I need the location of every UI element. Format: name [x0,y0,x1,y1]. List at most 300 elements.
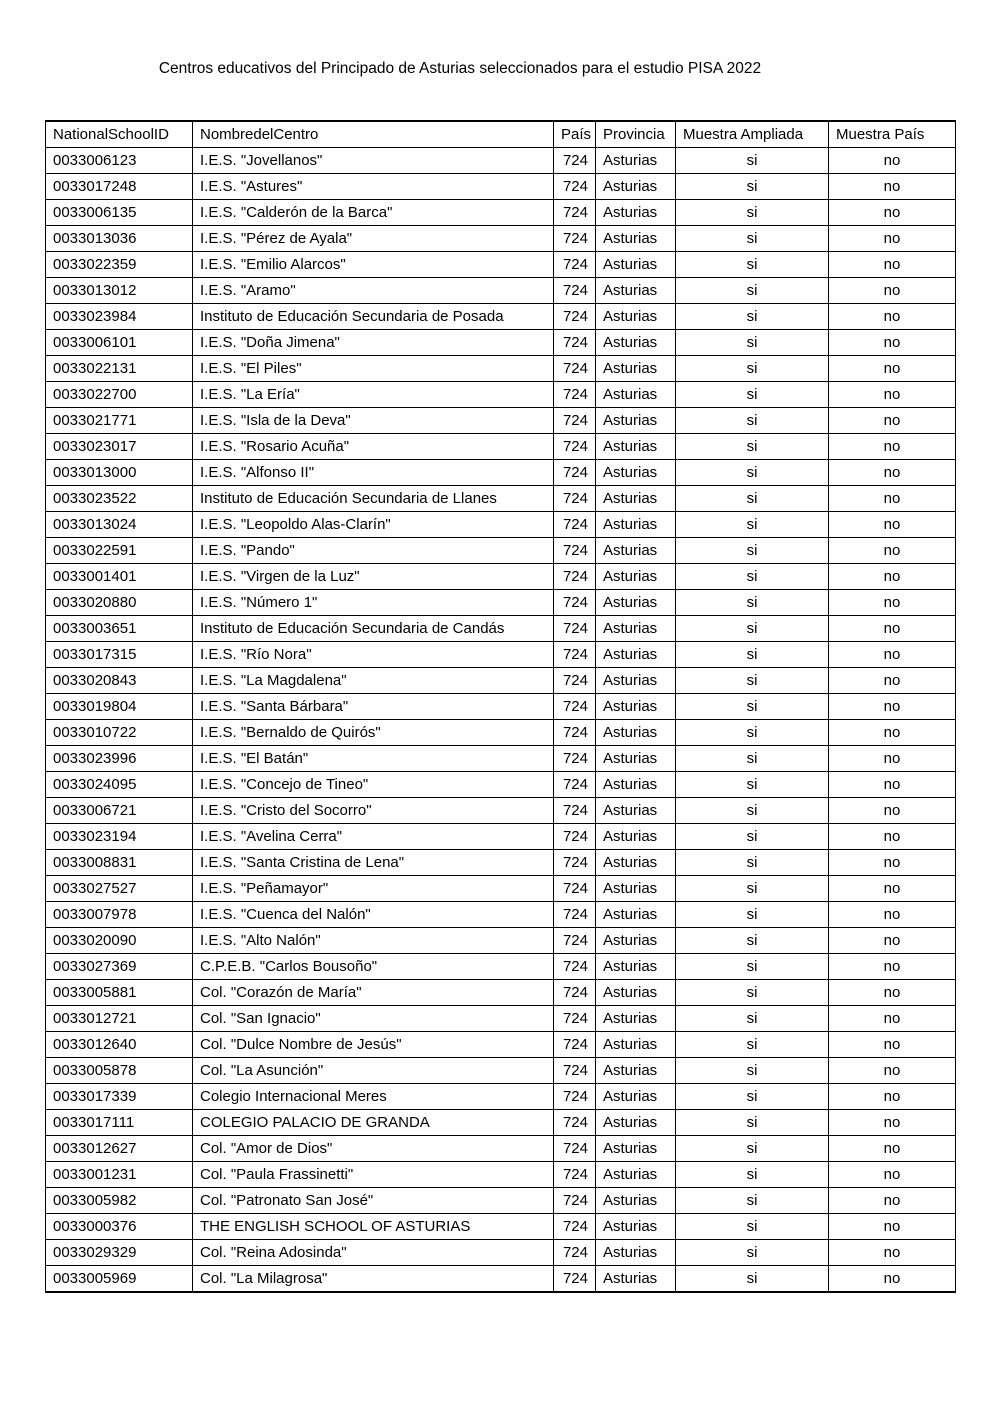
cell-provincia: Asturias [596,1188,676,1214]
cell-muestra-pais: no [829,460,956,486]
cell-pais: 724 [554,1162,596,1188]
table-row [46,1136,956,1162]
table-row [46,954,956,980]
cell-pais: 724 [554,772,596,798]
cell-muestra-pais: no [829,772,956,798]
cell-national-school-id: 0033007978 [46,902,193,928]
cell-muestra-ampliada: si [676,356,829,382]
cell-pais: 724 [554,1214,596,1240]
cell-nombre-del-centro: I.E.S. "Virgen de la Luz" [193,564,554,590]
cell-nombre-del-centro: Col. "La Asunción" [193,1058,554,1084]
cell-muestra-ampliada: si [676,252,829,278]
page-title: Centros educativos del Principado de Asturias seleccionados para el estudio PISA 2022 [158,60,762,77]
cell-muestra-ampliada: si [676,538,829,564]
cell-provincia: Asturias [596,564,676,590]
cell-nombre-del-centro: I.E.S. "Número 1" [193,590,554,616]
table-row [46,174,956,200]
cell-national-school-id: 0033006721 [46,798,193,824]
cell-muestra-pais: no [829,876,956,902]
cell-nombre-del-centro: I.E.S. "Santa Bárbara" [193,694,554,720]
cell-national-school-id: 0033020090 [46,928,193,954]
cell-muestra-pais: no [829,824,956,850]
cell-muestra-ampliada: si [676,1266,829,1293]
cell-muestra-ampliada: si [676,824,829,850]
cell-provincia: Asturias [596,434,676,460]
cell-nombre-del-centro: I.E.S. "Doña Jimena" [193,330,554,356]
cell-pais: 724 [554,1084,596,1110]
cell-national-school-id: 0033006123 [46,148,193,174]
cell-provincia: Asturias [596,798,676,824]
table-row [46,850,956,876]
cell-provincia: Asturias [596,1214,676,1240]
table-row [46,616,956,642]
cell-national-school-id: 0033023017 [46,434,193,460]
cell-national-school-id: 0033022591 [46,538,193,564]
column-header-provincia: Provincia [596,121,676,148]
cell-national-school-id: 0033006135 [46,200,193,226]
table-row [46,772,956,798]
table-row [46,928,956,954]
table-row [46,200,956,226]
cell-pais: 724 [554,148,596,174]
cell-muestra-pais: no [829,330,956,356]
cell-nombre-del-centro: I.E.S. "El Batán" [193,746,554,772]
cell-muestra-ampliada: si [676,512,829,538]
cell-nombre-del-centro: I.E.S. "Peñamayor" [193,876,554,902]
cell-pais: 724 [554,434,596,460]
cell-nombre-del-centro: I.E.S. "Astures" [193,174,554,200]
cell-nombre-del-centro: I.E.S. "Jovellanos" [193,148,554,174]
cell-national-school-id: 0033005982 [46,1188,193,1214]
cell-pais: 724 [554,590,596,616]
cell-muestra-ampliada: si [676,226,829,252]
cell-muestra-ampliada: si [676,590,829,616]
cell-muestra-pais: no [829,512,956,538]
cell-national-school-id: 0033027369 [46,954,193,980]
cell-pais: 724 [554,980,596,1006]
cell-muestra-pais: no [829,642,956,668]
cell-muestra-pais: no [829,1032,956,1058]
cell-muestra-ampliada: si [676,278,829,304]
column-header-muestra-pais: Muestra País [829,121,956,148]
cell-muestra-ampliada: si [676,876,829,902]
cell-provincia: Asturias [596,148,676,174]
cell-national-school-id: 0033012640 [46,1032,193,1058]
table-row [46,668,956,694]
cell-national-school-id: 0033023522 [46,486,193,512]
cell-provincia: Asturias [596,1266,676,1293]
cell-national-school-id: 0033005881 [46,980,193,1006]
cell-pais: 724 [554,954,596,980]
cell-national-school-id: 0033027527 [46,876,193,902]
cell-nombre-del-centro: I.E.S. "Cristo del Socorro" [193,798,554,824]
cell-nombre-del-centro: THE ENGLISH SCHOOL OF ASTURIAS [193,1214,554,1240]
cell-pais: 724 [554,356,596,382]
cell-pais: 724 [554,1058,596,1084]
table-row [46,1214,956,1240]
cell-muestra-pais: no [829,590,956,616]
cell-muestra-pais: no [829,746,956,772]
cell-provincia: Asturias [596,382,676,408]
table-row [46,226,956,252]
cell-muestra-pais: no [829,1058,956,1084]
table-row [46,564,956,590]
cell-nombre-del-centro: I.E.S. "Calderón de la Barca" [193,200,554,226]
cell-provincia: Asturias [596,408,676,434]
cell-muestra-ampliada: si [676,902,829,928]
cell-national-school-id: 0033001231 [46,1162,193,1188]
cell-pais: 724 [554,1188,596,1214]
cell-provincia: Asturias [596,174,676,200]
cell-muestra-ampliada: si [676,1240,829,1266]
table-row [46,252,956,278]
table-row [46,1240,956,1266]
cell-nombre-del-centro: Instituto de Educación Secundaria de Candás [193,616,554,642]
cell-provincia: Asturias [596,616,676,642]
column-header-nombre-del-centro: NombredelCentro [193,121,554,148]
table-row [46,694,956,720]
cell-national-school-id: 0033019804 [46,694,193,720]
cell-nombre-del-centro: I.E.S. "Aramo" [193,278,554,304]
cell-nombre-del-centro: Instituto de Educación Secundaria de Posada [193,304,554,330]
cell-national-school-id: 0033013024 [46,512,193,538]
cell-muestra-ampliada: si [676,616,829,642]
cell-provincia: Asturias [596,356,676,382]
table-row [46,304,956,330]
cell-muestra-pais: no [829,1266,956,1293]
cell-nombre-del-centro: I.E.S. "Cuenca del Nalón" [193,902,554,928]
cell-muestra-ampliada: si [676,1032,829,1058]
cell-pais: 724 [554,876,596,902]
cell-provincia: Asturias [596,304,676,330]
cell-provincia: Asturias [596,1032,676,1058]
cell-muestra-pais: no [829,1084,956,1110]
cell-muestra-ampliada: si [676,1058,829,1084]
cell-muestra-ampliada: si [676,928,829,954]
cell-provincia: Asturias [596,1110,676,1136]
table-header-row [46,121,956,148]
cell-pais: 724 [554,616,596,642]
cell-nombre-del-centro: I.E.S. "Avelina Cerra" [193,824,554,850]
cell-pais: 724 [554,668,596,694]
cell-nombre-del-centro: I.E.S. "La Ería" [193,382,554,408]
cell-nombre-del-centro: I.E.S. "Río Nora" [193,642,554,668]
cell-muestra-ampliada: si [676,980,829,1006]
table-row [46,824,956,850]
cell-provincia: Asturias [596,954,676,980]
cell-muestra-pais: no [829,1240,956,1266]
cell-national-school-id: 0033010722 [46,720,193,746]
cell-muestra-ampliada: si [676,798,829,824]
cell-nombre-del-centro: I.E.S. "Bernaldo de Quirós" [193,720,554,746]
table-row [46,486,956,512]
cell-national-school-id: 0033000376 [46,1214,193,1240]
cell-muestra-ampliada: si [676,1136,829,1162]
cell-national-school-id: 0033024095 [46,772,193,798]
cell-muestra-pais: no [829,798,956,824]
cell-muestra-pais: no [829,1214,956,1240]
cell-muestra-pais: no [829,928,956,954]
cell-muestra-pais: no [829,564,956,590]
cell-muestra-ampliada: si [676,954,829,980]
cell-pais: 724 [554,850,596,876]
table-row [46,538,956,564]
cell-national-school-id: 0033012627 [46,1136,193,1162]
cell-provincia: Asturias [596,1162,676,1188]
cell-pais: 724 [554,720,596,746]
table-row [46,1162,956,1188]
cell-pais: 724 [554,746,596,772]
cell-muestra-ampliada: si [676,434,829,460]
cell-muestra-ampliada: si [676,1188,829,1214]
table-row [46,460,956,486]
cell-provincia: Asturias [596,850,676,876]
cell-muestra-pais: no [829,1006,956,1032]
cell-pais: 724 [554,1110,596,1136]
cell-pais: 724 [554,226,596,252]
cell-muestra-pais: no [829,252,956,278]
cell-national-school-id: 0033013036 [46,226,193,252]
cell-nombre-del-centro: Col. "San Ignacio" [193,1006,554,1032]
cell-muestra-ampliada: si [676,382,829,408]
table-row [46,876,956,902]
cell-muestra-ampliada: si [676,694,829,720]
cell-nombre-del-centro: Col. "Paula Frassinetti" [193,1162,554,1188]
cell-national-school-id: 0033017315 [46,642,193,668]
cell-provincia: Asturias [596,720,676,746]
cell-provincia: Asturias [596,486,676,512]
cell-provincia: Asturias [596,512,676,538]
table-row [46,1058,956,1084]
cell-provincia: Asturias [596,772,676,798]
cell-pais: 724 [554,278,596,304]
cell-national-school-id: 0033005878 [46,1058,193,1084]
cell-provincia: Asturias [596,460,676,486]
cell-nombre-del-centro: I.E.S. "Santa Cristina de Lena" [193,850,554,876]
column-header-pais: País [554,121,596,148]
cell-provincia: Asturias [596,1084,676,1110]
cell-national-school-id: 0033022359 [46,252,193,278]
cell-provincia: Asturias [596,902,676,928]
cell-national-school-id: 0033013000 [46,460,193,486]
cell-pais: 724 [554,824,596,850]
table-row [46,980,956,1006]
cell-provincia: Asturias [596,928,676,954]
table-row [46,720,956,746]
cell-pais: 724 [554,694,596,720]
table-row [46,382,956,408]
cell-pais: 724 [554,798,596,824]
cell-muestra-pais: no [829,1136,956,1162]
cell-muestra-ampliada: si [676,1110,829,1136]
cell-pais: 724 [554,408,596,434]
table-row [46,590,956,616]
cell-national-school-id: 0033006101 [46,330,193,356]
cell-muestra-ampliada: si [676,1162,829,1188]
cell-muestra-ampliada: si [676,408,829,434]
table-row [46,1110,956,1136]
cell-muestra-ampliada: si [676,304,829,330]
cell-muestra-pais: no [829,694,956,720]
cell-national-school-id: 0033017248 [46,174,193,200]
cell-national-school-id: 0033023194 [46,824,193,850]
cell-muestra-pais: no [829,382,956,408]
table-row [46,330,956,356]
cell-national-school-id: 0033017111 [46,1110,193,1136]
cell-national-school-id: 0033021771 [46,408,193,434]
cell-pais: 724 [554,902,596,928]
cell-nombre-del-centro: Col. "La Milagrosa" [193,1266,554,1293]
cell-nombre-del-centro: Col. "Corazón de María" [193,980,554,1006]
cell-muestra-pais: no [829,226,956,252]
table-row [46,408,956,434]
cell-pais: 724 [554,304,596,330]
cell-muestra-pais: no [829,304,956,330]
cell-provincia: Asturias [596,538,676,564]
table-row [46,746,956,772]
cell-muestra-pais: no [829,954,956,980]
cell-muestra-pais: no [829,174,956,200]
cell-muestra-pais: no [829,616,956,642]
cell-provincia: Asturias [596,642,676,668]
table-row [46,278,956,304]
cell-muestra-ampliada: si [676,1006,829,1032]
cell-national-school-id: 0033029329 [46,1240,193,1266]
cell-muestra-ampliada: si [676,642,829,668]
cell-pais: 724 [554,252,596,278]
table-row [46,512,956,538]
cell-national-school-id: 0033020843 [46,668,193,694]
cell-pais: 724 [554,1136,596,1162]
cell-nombre-del-centro: Colegio Internacional Meres [193,1084,554,1110]
cell-muestra-ampliada: si [676,460,829,486]
cell-pais: 724 [554,1240,596,1266]
cell-provincia: Asturias [596,200,676,226]
cell-pais: 724 [554,564,596,590]
table-row [46,1006,956,1032]
cell-pais: 724 [554,1266,596,1293]
cell-pais: 724 [554,486,596,512]
cell-pais: 724 [554,200,596,226]
school-table-body [46,148,956,1293]
cell-muestra-pais: no [829,720,956,746]
cell-pais: 724 [554,174,596,200]
cell-nombre-del-centro: I.E.S. "Alto Nalón" [193,928,554,954]
cell-muestra-pais: no [829,1162,956,1188]
table-row [46,1084,956,1110]
cell-muestra-ampliada: si [676,720,829,746]
cell-provincia: Asturias [596,278,676,304]
cell-muestra-pais: no [829,434,956,460]
cell-nombre-del-centro: I.E.S. "Isla de la Deva" [193,408,554,434]
table-row [46,1188,956,1214]
cell-provincia: Asturias [596,1006,676,1032]
table-row [46,902,956,928]
cell-pais: 724 [554,460,596,486]
cell-muestra-pais: no [829,668,956,694]
cell-national-school-id: 0033005969 [46,1266,193,1293]
cell-provincia: Asturias [596,590,676,616]
cell-muestra-pais: no [829,980,956,1006]
cell-pais: 724 [554,330,596,356]
cell-pais: 724 [554,512,596,538]
cell-muestra-ampliada: si [676,746,829,772]
cell-pais: 724 [554,382,596,408]
cell-muestra-ampliada: si [676,1214,829,1240]
cell-provincia: Asturias [596,980,676,1006]
cell-national-school-id: 0033008831 [46,850,193,876]
cell-muestra-ampliada: si [676,330,829,356]
cell-national-school-id: 0033012721 [46,1006,193,1032]
table-row [46,434,956,460]
cell-pais: 724 [554,928,596,954]
cell-provincia: Asturias [596,1240,676,1266]
cell-nombre-del-centro: I.E.S. "Emilio Alarcos" [193,252,554,278]
cell-muestra-pais: no [829,486,956,512]
cell-pais: 724 [554,1032,596,1058]
table-row [46,642,956,668]
cell-pais: 724 [554,642,596,668]
cell-muestra-ampliada: si [676,486,829,512]
cell-muestra-pais: no [829,200,956,226]
cell-national-school-id: 0033013012 [46,278,193,304]
cell-nombre-del-centro: I.E.S. "El Piles" [193,356,554,382]
cell-muestra-ampliada: si [676,668,829,694]
cell-provincia: Asturias [596,330,676,356]
table-row [46,1266,956,1293]
cell-muestra-ampliada: si [676,1084,829,1110]
cell-nombre-del-centro: Col. "Patronato San José" [193,1188,554,1214]
cell-muestra-pais: no [829,278,956,304]
cell-pais: 724 [554,1006,596,1032]
cell-muestra-pais: no [829,408,956,434]
column-header-muestra-ampliada: Muestra Ampliada [676,121,829,148]
cell-nombre-del-centro: I.E.S. "Rosario Acuña" [193,434,554,460]
cell-muestra-pais: no [829,902,956,928]
cell-muestra-ampliada: si [676,200,829,226]
table-row [46,356,956,382]
cell-national-school-id: 0033022131 [46,356,193,382]
cell-nombre-del-centro: COLEGIO PALACIO DE GRANDA [193,1110,554,1136]
cell-muestra-pais: no [829,1110,956,1136]
cell-provincia: Asturias [596,1058,676,1084]
cell-nombre-del-centro: I.E.S. "La Magdalena" [193,668,554,694]
cell-muestra-ampliada: si [676,850,829,876]
cell-provincia: Asturias [596,252,676,278]
cell-muestra-ampliada: si [676,174,829,200]
cell-nombre-del-centro: I.E.S. "Leopoldo Alas-Clarín" [193,512,554,538]
cell-provincia: Asturias [596,668,676,694]
cell-muestra-pais: no [829,1188,956,1214]
table-row [46,798,956,824]
table-row [46,1032,956,1058]
cell-nombre-del-centro: I.E.S. "Concejo de Tineo" [193,772,554,798]
cell-national-school-id: 0033023996 [46,746,193,772]
column-header-national-school-id: NationalSchoolID [46,121,193,148]
cell-provincia: Asturias [596,824,676,850]
cell-national-school-id: 0033023984 [46,304,193,330]
cell-nombre-del-centro: C.P.E.B. "Carlos Bousoño" [193,954,554,980]
cell-national-school-id: 0033001401 [46,564,193,590]
cell-muestra-pais: no [829,538,956,564]
cell-national-school-id: 0033022700 [46,382,193,408]
table-row [46,148,956,174]
cell-muestra-ampliada: si [676,564,829,590]
cell-provincia: Asturias [596,226,676,252]
cell-national-school-id: 0033020880 [46,590,193,616]
cell-national-school-id: 0033003651 [46,616,193,642]
cell-pais: 724 [554,538,596,564]
